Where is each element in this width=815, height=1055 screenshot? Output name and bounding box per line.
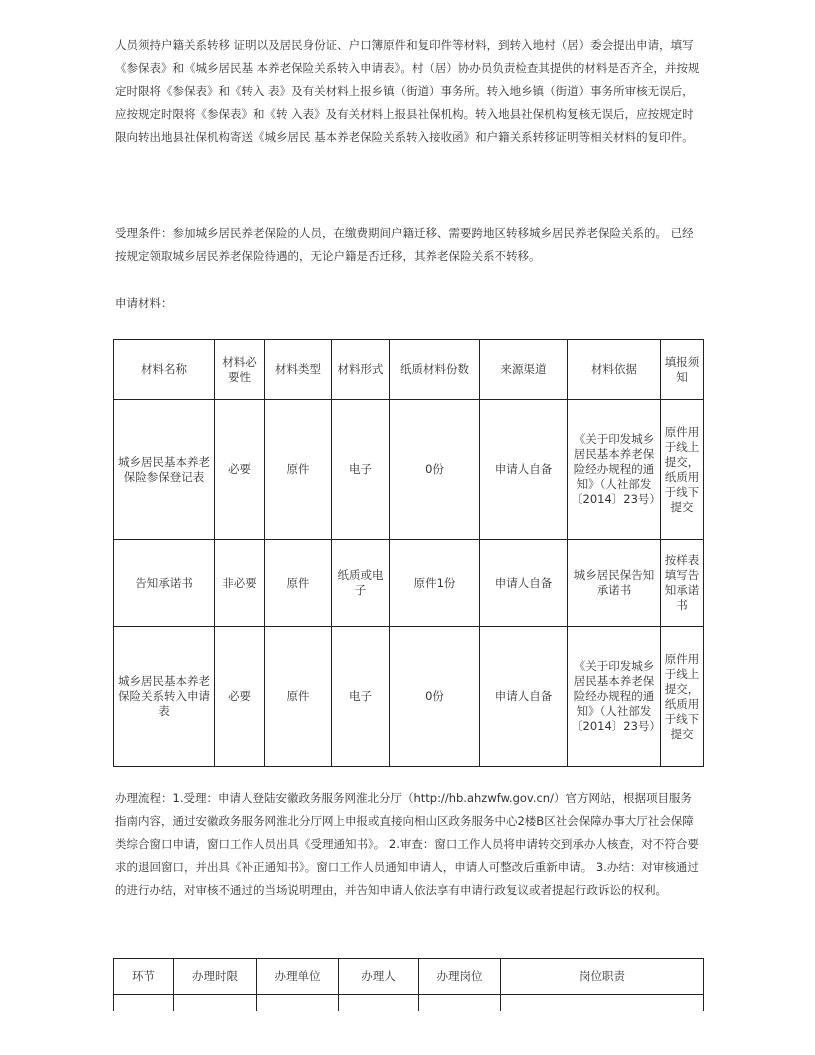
table-cell xyxy=(257,995,339,1012)
header-cell: 办理岗位 xyxy=(419,959,501,995)
materials-heading: 申请材料： xyxy=(115,296,173,310)
table-cell xyxy=(419,995,501,1012)
materials-table xyxy=(113,339,704,767)
process-table xyxy=(113,958,704,1011)
table-cell: 原件用于线上提交，纸质用于线下提交 xyxy=(661,400,704,540)
table-cell: 申请人自备 xyxy=(480,400,568,540)
transfer-procedure-paragraph: 人员须持户籍关系转移 证明以及居民身份证、户口簿原件和复印件等材料，到转入地村（居）委会提出申请，填写《参保表》和《城乡居民基 本养老保险关系转入申请表》。村（居）协办员负责检查其提供的材料是否齐全，并按规定时限将《参保表》和《转入 表》及有关材料上报乡镇（街道）事务所。转入地乡镇（街道）事务所审核无误后，应按规定时限将《参保表》和《转 入表》及有关材料上报县社保机构。转入地县社保机构复核无误后，应按规定时限向转出地县社保机构寄送《城乡居民 基本养老保险关系转入接收函》和户籍关系转移证明等相关材料的复印件。 xyxy=(115,38,700,144)
table-cell: 非必要 xyxy=(215,540,265,627)
table-cell: 原件 xyxy=(265,540,332,627)
table-cell: 城乡居民保告知承诺书 xyxy=(568,540,661,627)
table-cell xyxy=(501,995,704,1012)
table-row xyxy=(114,400,704,540)
table-cell: 城乡居民基本养老保险关系转入申请表 xyxy=(114,627,215,767)
table-cell: 原件1份 xyxy=(390,540,480,627)
header-cell: 办理时限 xyxy=(174,959,257,995)
table-row xyxy=(114,540,704,627)
header-cell: 材料名称 xyxy=(114,340,215,400)
acceptance-conditions-paragraph: 受理条件：参加城乡居民养老保险的人员，在缴费期间户籍迁移、需要跨地区转移城乡居民养老保险关系的。 已经按规定领取城乡居民养老保险待遇的，无论户籍是否迁移，其养老保险关系不转移。 xyxy=(115,226,694,263)
header-cell: 环节 xyxy=(114,959,174,995)
header-cell: 来源渠道 xyxy=(480,340,568,400)
table-cell xyxy=(174,995,257,1012)
table-cell: 申请人自备 xyxy=(480,540,568,627)
table-cell: 原件 xyxy=(265,400,332,540)
materials-header-row xyxy=(114,340,704,400)
table-cell: 原件用于线上提交，纸质用于线下提交 xyxy=(661,627,704,767)
table-cell: 城乡居民基本养老保险参保登记表 xyxy=(114,400,215,540)
table-cell: 电子 xyxy=(332,400,390,540)
header-cell: 材料必要性 xyxy=(215,340,265,400)
table-cell: 0份 xyxy=(390,400,480,540)
table-cell: 电子 xyxy=(332,627,390,767)
table-cell: 原件 xyxy=(265,627,332,767)
table-row xyxy=(114,627,704,767)
table-cell: 必要 xyxy=(215,627,265,767)
table-cell: 《关于印发城乡居民基本养老保险经办规程的通知》（人社部发〔2014〕23号） xyxy=(568,627,661,767)
table-cell: 申请人自备 xyxy=(480,627,568,767)
header-cell: 填报须知 xyxy=(661,340,704,400)
table-cell: 纸质或电子 xyxy=(332,540,390,627)
process-header-row xyxy=(114,959,704,995)
process-flow-paragraph: 办理流程：1.受理：申请人登陆安徽政务服务网淮北分厅（http://hb.ahzwfw.gov.cn/）官方网站，根据项目服务指南内容，通过安徽政务服务网淮北分厅网上申报或直接向相山区政务服务中心2楼B区社会保障办事大厅社会保障类综合窗口申请，窗口工作人员出具《受理通知书》。 2.审查：窗口工作人员将申请转交到承办人核查，对不符合要求的退回窗口，并出具《补正通知书》。窗口工作人员通知申请人，申请人可整改后重新申请。 3.办结：对审核通过的进行办结，对审核不通过的当场说明理由，并告知申请人依法享有申请行政复议或者提起行政诉讼的权利。 xyxy=(115,791,699,897)
table-row xyxy=(114,995,704,1012)
header-cell: 纸质材料份数 xyxy=(390,340,480,400)
table-cell: 必要 xyxy=(215,400,265,540)
table-cell: 告知承诺书 xyxy=(114,540,215,627)
table-cell: 《关于印发城乡居民基本养老保险经办规程的通知》（人社部发〔2014〕23号） xyxy=(568,400,661,540)
header-cell: 办理人 xyxy=(339,959,419,995)
header-cell: 材料形式 xyxy=(332,340,390,400)
table-cell: 0份 xyxy=(390,627,480,767)
table-cell: 按样表填写告知承诺书 xyxy=(661,540,704,627)
table-cell xyxy=(114,995,174,1012)
table-cell xyxy=(339,995,419,1012)
header-cell: 材料依据 xyxy=(568,340,661,400)
header-cell: 岗位职责 xyxy=(501,959,704,995)
header-cell: 办理单位 xyxy=(257,959,339,995)
header-cell: 材料类型 xyxy=(265,340,332,400)
